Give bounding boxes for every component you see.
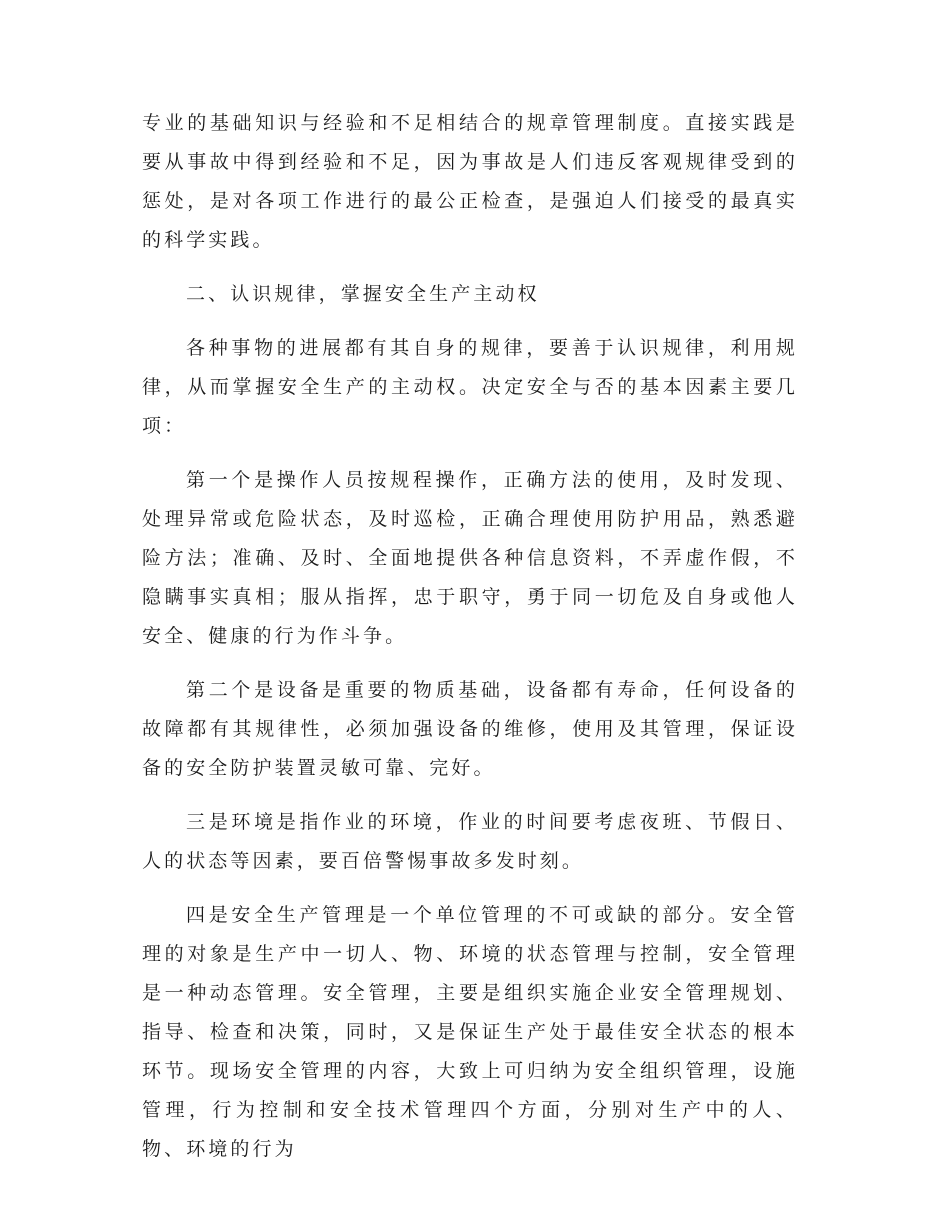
paragraph-5: 第二个是设备是重要的物质基础，设备都有寿命，任何设备的故障都有其规律性，必须加强设备的维修，使用及其管理，保证设备的安全防护装置灵敏可靠、完好。 — [142, 679, 798, 779]
paragraph-7: 四是安全生产管理是一个单位管理的不可或缺的部分。安全管理的对象是生产中一切人、物、环境的状态管理与控制，安全管理是一种动态管理。安全管理，主要是组织实施企业安全管理规划、指导、检查和决策，同时，又是保证生产处于最佳安全状态的根本环节。现场安全管理的内容，大致上可归纳为安全组织管理，设施管理，行为控制和安全技术管理四个方面，分别对生产中的人、物、环境的行为 — [142, 904, 798, 1160]
paragraph-3: 各种事物的进展都有其自身的规律，要善于认识规律，利用规律，从而掌握安全生产的主动权。决定安全与否的基本因素主要几项： — [142, 337, 798, 437]
paragraph-4: 第一个是操作人员按规程操作，正确方法的使用，及时发现、处理异常或危险状态，及时巡检，正确合理使用防护用品，熟悉避险方法；准确、及时、全面地提供各种信息资料，不弄虚作假，不隐瞒事实真相；服从指挥，忠于职守，勇于同一切危及自身或他人安全、健康的行为作斗争。 — [142, 469, 798, 647]
section-heading: 二、认识规律，掌握安全生产主动权 — [186, 283, 540, 305]
paragraph-6: 三是环境是指作业的环境，作业的时间要考虑夜班、节假日、人的状态等因素，要百倍警惕事故多发时刻。 — [142, 811, 798, 872]
document-page — [142, 104, 798, 1184]
paragraph-1: 专业的基础知识与经验和不足相结合的规章管理制度。直接实践是要从事故中得到经验和不足，因为事故是人们违反客观规律受到的惩处，是对各项工作进行的最公正检查，是强迫人们接受的最真实的科学实践。 — [142, 112, 798, 251]
